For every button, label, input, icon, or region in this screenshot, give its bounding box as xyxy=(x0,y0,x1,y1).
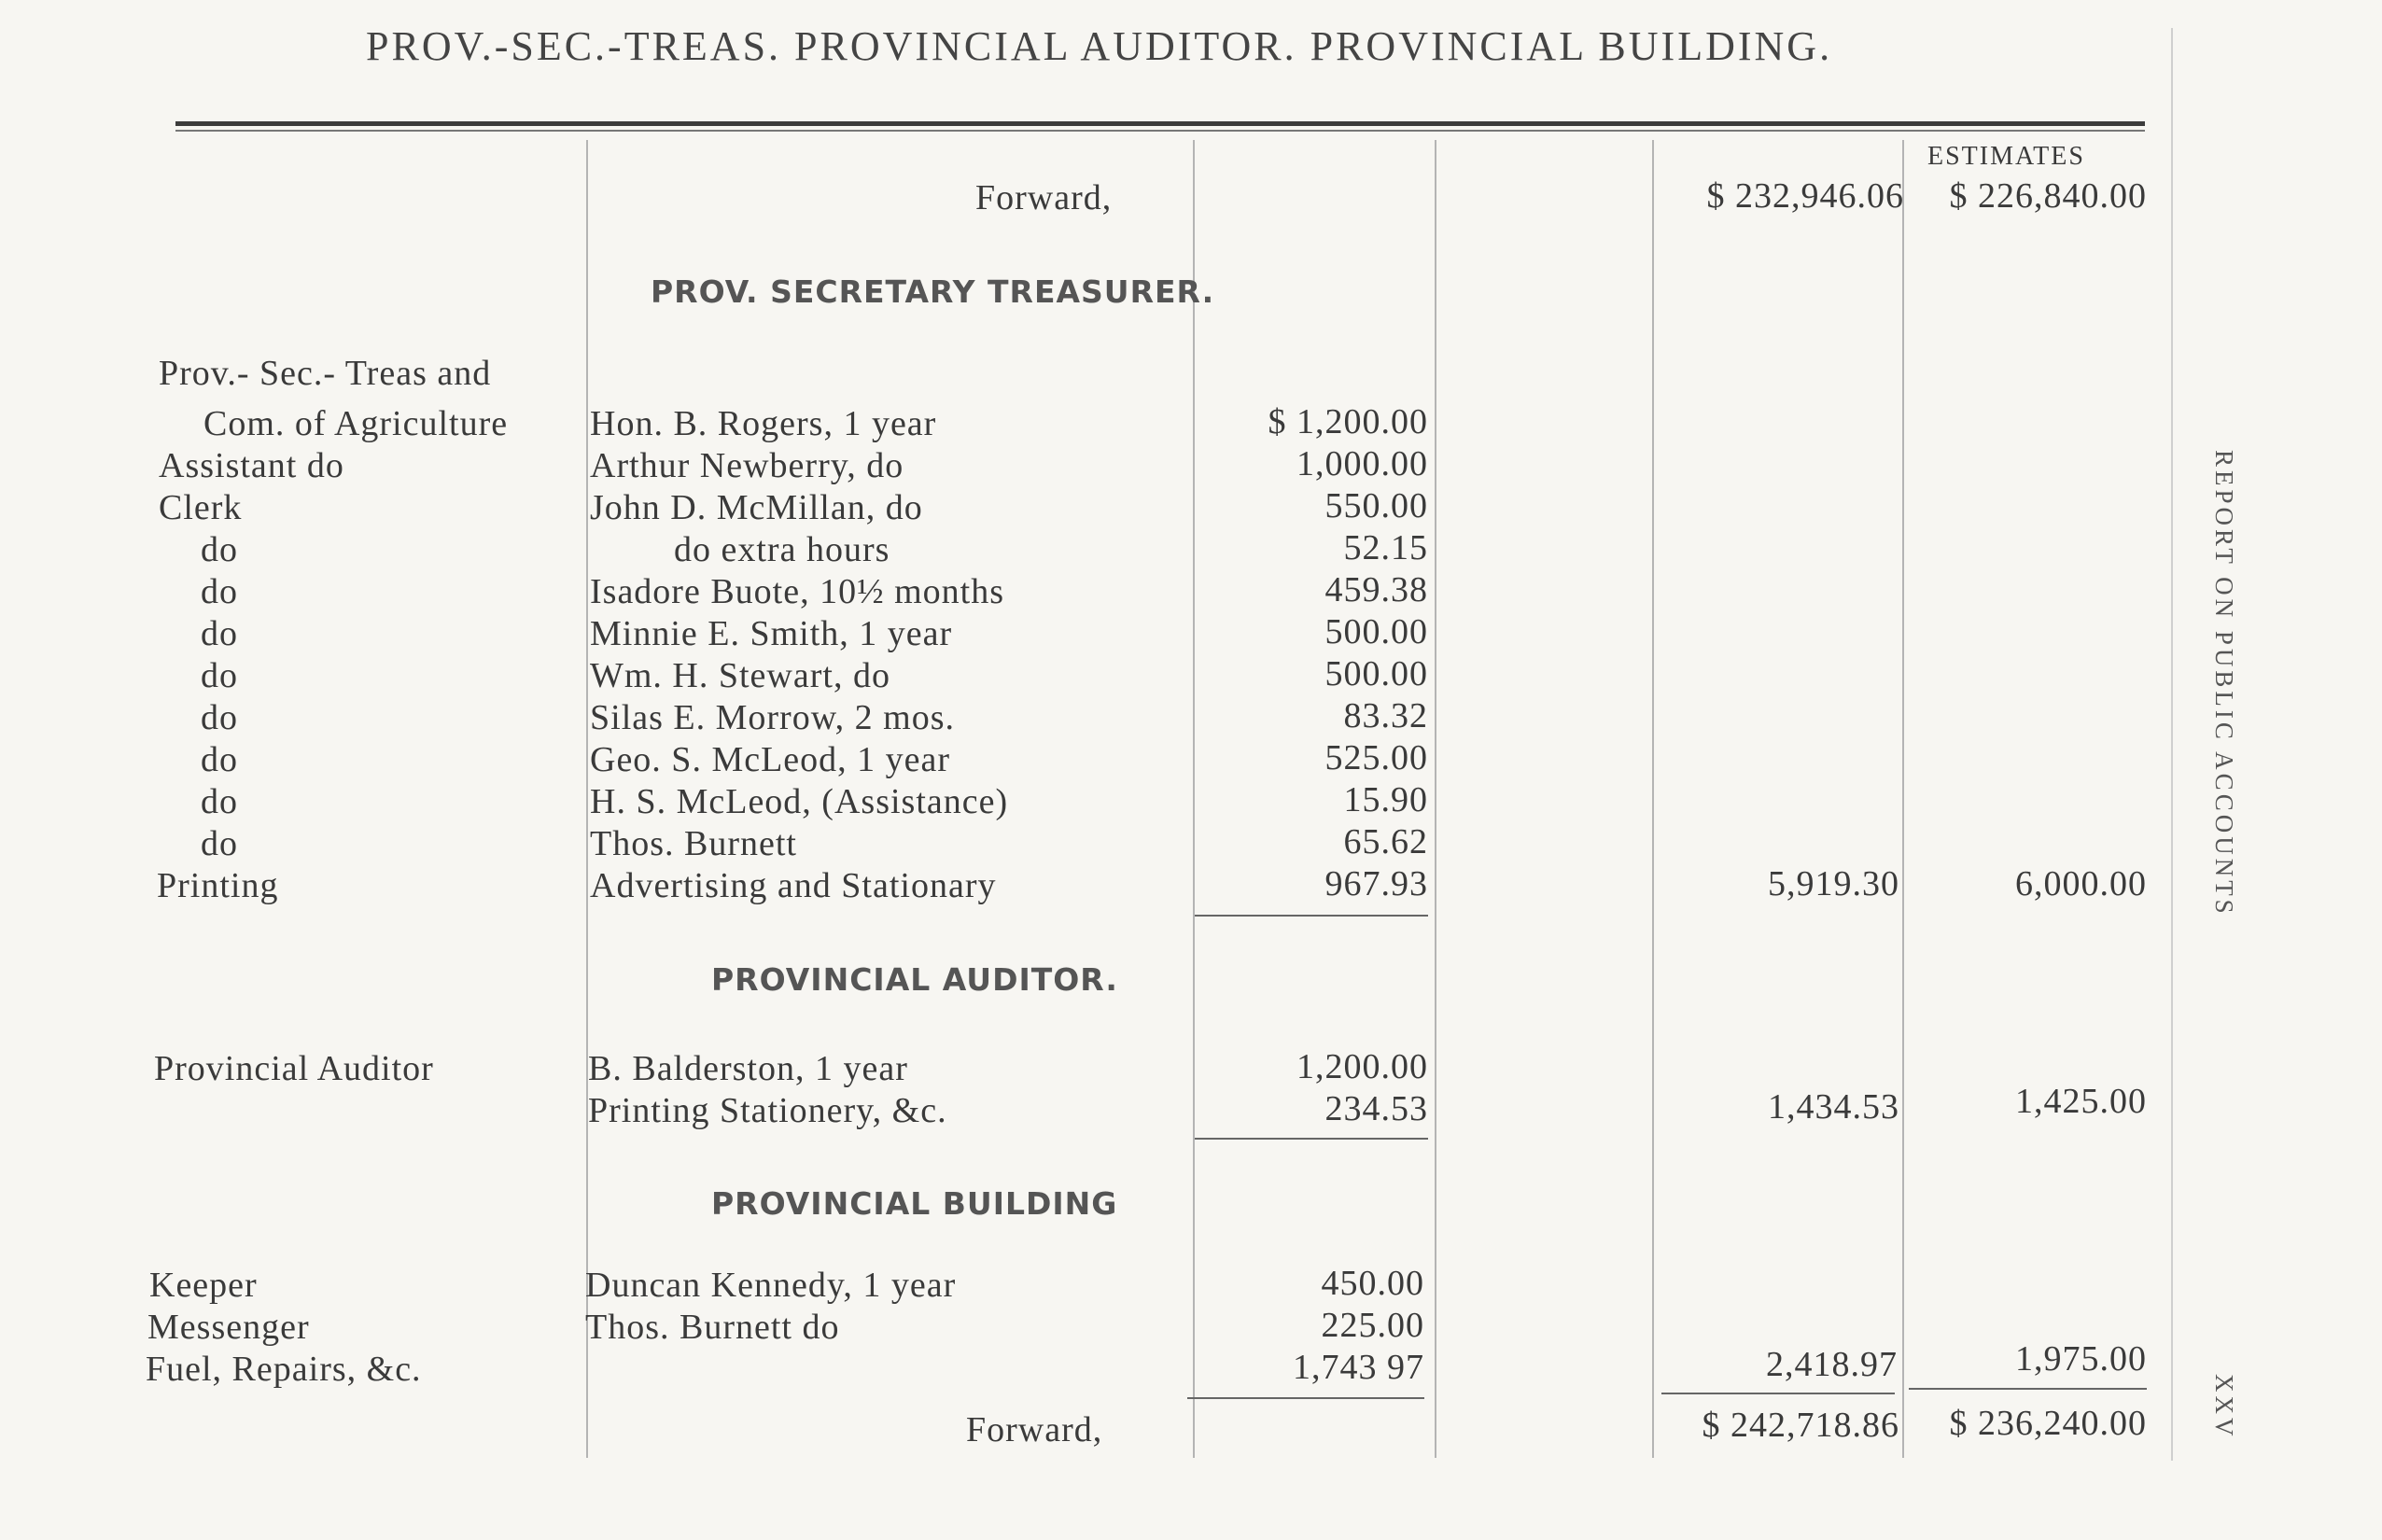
subtotal-rule xyxy=(1195,1138,1428,1140)
section-heading-prov-building: PROVINCIAL BUILDING xyxy=(711,1185,1118,1222)
amount-value: 459.38 xyxy=(1324,570,1428,609)
amount-value: 52.15 xyxy=(1343,528,1428,567)
amount-value: 225.00 xyxy=(1321,1306,1424,1345)
section-estimate: 1,425.00 xyxy=(2015,1082,2147,1121)
side-report-title: REPORT ON PUBLIC ACCOUNTS xyxy=(2210,450,2238,917)
office-label: do xyxy=(201,530,238,569)
payee-name: Printing Stationery, &c. xyxy=(588,1091,947,1130)
page-title: PROV.-SEC.-TREAS. PROVINCIAL AUDITOR. PROVINCIAL BUILDING. xyxy=(366,23,1833,69)
section-heading-prov-auditor: PROVINCIAL AUDITOR. xyxy=(711,961,1118,998)
amount-value: 1,200.00 xyxy=(1296,1047,1428,1086)
payee-name: H. S. McLeod, (Assistance) xyxy=(590,782,1009,821)
office-label: do xyxy=(201,698,238,737)
amount-value: 1,743 97 xyxy=(1293,1348,1424,1387)
section-total: 1,434.53 xyxy=(1768,1087,1899,1127)
column-divider xyxy=(1652,140,1654,1458)
amount-value: 450.00 xyxy=(1321,1264,1424,1303)
subtotal-rule xyxy=(1187,1397,1424,1399)
payee-name: John D. McMillan, do xyxy=(590,488,923,527)
payee-name: do extra hours xyxy=(674,530,890,569)
amount-value: 1,000.00 xyxy=(1296,444,1428,483)
payee-name: Wm. H. Stewart, do xyxy=(590,656,890,695)
header-rule xyxy=(175,121,2145,126)
side-page-number: XXV xyxy=(2210,1374,2238,1440)
header-rule-thin xyxy=(175,130,2145,132)
payee-name: Silas E. Morrow, 2 mos. xyxy=(590,698,956,737)
forward-total: $ 232,946.06 xyxy=(1706,176,1904,216)
payee-name: Advertising and Stationary xyxy=(590,866,997,905)
office-label: Printing xyxy=(157,866,279,905)
total-rule xyxy=(1661,1393,1895,1394)
office-label: Com. of Agriculture xyxy=(203,404,509,443)
office-label: do xyxy=(201,740,238,779)
office-label: Provincial Auditor xyxy=(154,1049,434,1088)
amount-value: 15.90 xyxy=(1343,780,1428,819)
office-label: do xyxy=(201,824,238,863)
office-label: do xyxy=(201,656,238,695)
payee-name: Thos. Burnett xyxy=(590,824,797,863)
payee-name: Geo. S. McLeod, 1 year xyxy=(590,740,951,779)
payee-name: Arthur Newberry, do xyxy=(590,446,904,485)
amount-value: $ 1,200.00 xyxy=(1268,402,1428,441)
amount-value: 234.53 xyxy=(1324,1089,1428,1128)
forward-label: Forward, xyxy=(975,178,1113,217)
column-divider xyxy=(1435,140,1436,1458)
column-divider xyxy=(586,140,588,1458)
payee-name: Isadore Buote, 10½ months xyxy=(590,572,1005,611)
subtotal-rule xyxy=(1195,915,1428,917)
section-total: 5,919.30 xyxy=(1768,864,1899,903)
office-label: Messenger xyxy=(147,1308,310,1347)
amount-value: 83.32 xyxy=(1343,696,1428,735)
column-divider xyxy=(1902,140,1904,1458)
office-label: Keeper xyxy=(149,1266,258,1305)
amount-value: 65.62 xyxy=(1343,822,1428,861)
payee-name: Thos. Burnett do xyxy=(585,1308,840,1347)
office-label: do xyxy=(201,614,238,653)
payee-name: Hon. B. Rogers, 1 year xyxy=(590,404,937,443)
total-rule xyxy=(1909,1388,2147,1390)
section-estimate: 1,975.00 xyxy=(2015,1339,2147,1379)
payee-name: Minnie E. Smith, 1 year xyxy=(590,614,953,653)
amount-value: 550.00 xyxy=(1324,486,1428,525)
amount-value: 525.00 xyxy=(1324,738,1428,777)
estimates-label: ESTIMATES xyxy=(1927,142,2085,171)
office-label: do xyxy=(201,572,238,611)
office-label: Prov.- Sec.- Treas and xyxy=(159,354,492,393)
section-total: 2,418.97 xyxy=(1766,1345,1898,1384)
office-label: do xyxy=(201,782,238,821)
margin-line xyxy=(2171,28,2173,1461)
office-label: Assistant do xyxy=(159,446,344,485)
amount-value: 500.00 xyxy=(1324,612,1428,651)
amount-value: 967.93 xyxy=(1324,864,1428,903)
forward-estimate: $ 226,840.00 xyxy=(1949,176,2147,216)
forward-label: Forward, xyxy=(966,1410,1103,1449)
office-label: Fuel, Repairs, &c. xyxy=(146,1350,422,1389)
payee-name: B. Balderston, 1 year xyxy=(588,1049,908,1088)
section-heading-prov-secretary: PROV. SECRETARY TREASURER. xyxy=(651,273,1215,310)
forward-total: $ 242,718.86 xyxy=(1702,1406,1899,1445)
section-estimate: 6,000.00 xyxy=(2015,864,2147,903)
payee-name: Duncan Kennedy, 1 year xyxy=(585,1266,957,1305)
amount-value: 500.00 xyxy=(1324,654,1428,693)
forward-estimate: $ 236,240.00 xyxy=(1949,1404,2147,1443)
office-label: Clerk xyxy=(159,488,243,527)
